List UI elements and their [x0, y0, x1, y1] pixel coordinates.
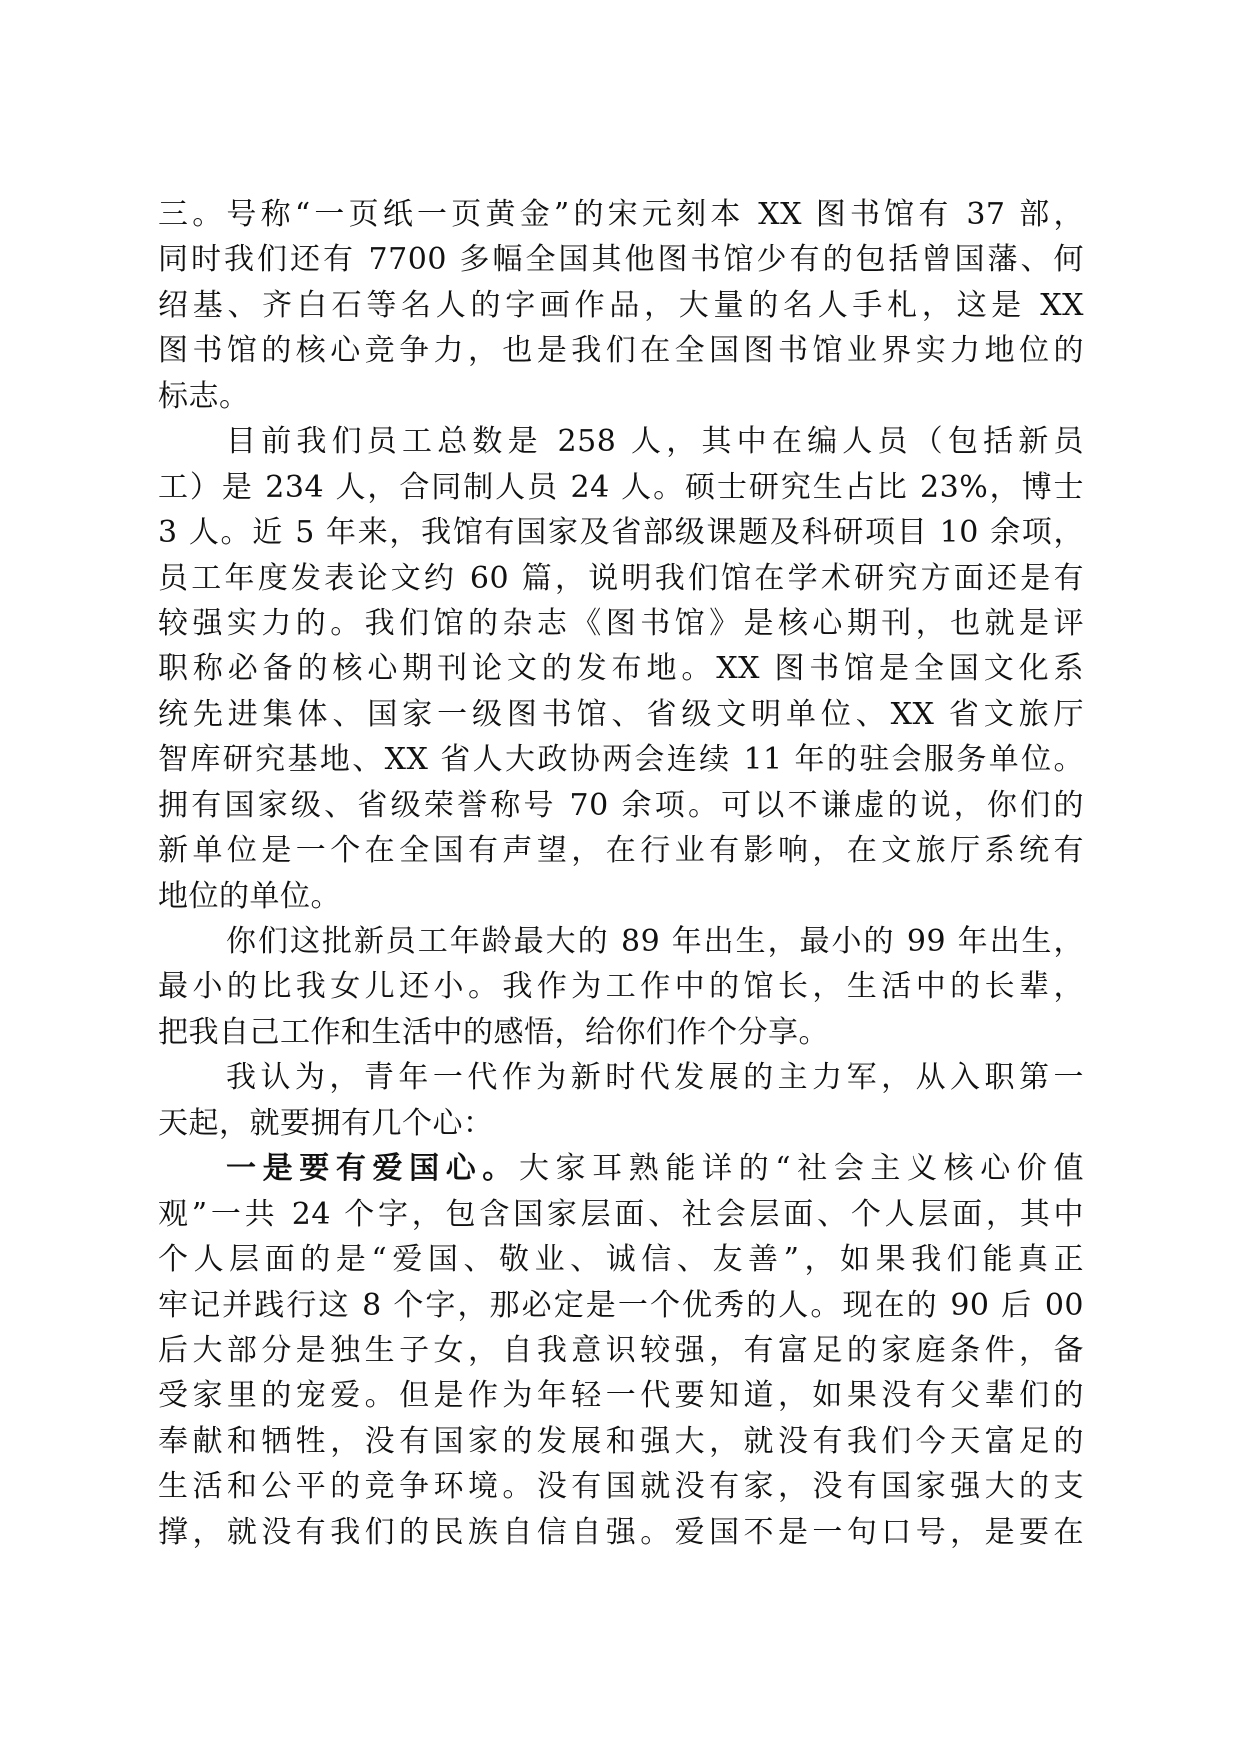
- text-line: 图书馆的核心竞争力，也是我们在全国图书馆业界实力地位的: [158, 333, 1084, 369]
- text-line: 标志。: [158, 378, 250, 414]
- text-line: 智库研究基地、XX 省人大政协两会连续 11 年的驻会服务单位。: [158, 742, 1084, 778]
- document-body: [158, 192, 1084, 1555]
- text-line: 把我自己工作和生活中的感悟，给你们作个分享。: [158, 1014, 829, 1050]
- text-line: 生活和公平的竞争环境。没有国就没有家，没有国家强大的支: [158, 1469, 1084, 1505]
- text-line: 三。号称“一页纸一页黄金”的宋元刻本 XX 图书馆有 37 部，: [158, 197, 1084, 232]
- text-line: 天起，就要拥有几个心：: [158, 1105, 494, 1141]
- text-line: 地位的单位。: [158, 878, 341, 914]
- text-line: 你们这批新员工年龄最大的 89 年出生，最小的 99 年出生，: [226, 924, 1084, 959]
- text-line: 统先进集体、国家一级图书馆、省级文明单位、XX 省文旅厅: [158, 696, 1084, 732]
- text-line: 3 人。近 5 年来，我馆有国家及省部级课题及科研项目 10 余项，: [158, 515, 1084, 551]
- text-line: 拥有国家级、省级荣誉称号 70 余项。可以不谦虚的说，你们的: [158, 787, 1084, 823]
- text-line: 后大部分是独生子女，自我意识较强，有富足的家庭条件，备: [158, 1332, 1084, 1368]
- text-line: 最小的比我女儿还小。我作为工作中的馆长，生活中的长辈，: [158, 969, 1084, 1005]
- text-line: 员工年度发表论文约 60 篇，说明我们馆在学术研究方面还是有: [158, 560, 1084, 596]
- text-line: 较强实力的。我们馆的杂志《图书馆》是核心期刊，也就是评: [158, 605, 1084, 641]
- text-line: 奉献和牺牲，没有国家的发展和强大，就没有我们今天富足的: [158, 1423, 1084, 1459]
- text-line: 我认为，青年一代作为新时代发展的主力军，从入职第一: [226, 1060, 1084, 1096]
- text-line: 职称必备的核心期刊论文的发布地。XX 图书馆是全国文化系: [158, 651, 1084, 687]
- text-line: 工）是 234 人，合同制人员 24 人。硕士研究生占比 23%，博士: [158, 469, 1084, 505]
- text-run: 大家耳熟能详的“社会主义核心价值: [518, 1151, 1085, 1187]
- text-line: 撑，就没有我们的民族自信自强。爱国不是一句口号，是要在: [158, 1514, 1084, 1550]
- text-line: 绍基、齐白石等名人的字画作品，大量的名人手札，这是 XX: [158, 287, 1084, 323]
- text-line: 牢记并践行这 8 个字，那必定是一个优秀的人。现在的 90 后 00: [158, 1287, 1084, 1323]
- text-line: 新单位是一个在全国有声望，在行业有影响，在文旅厅系统有: [158, 833, 1084, 869]
- text-line: 目前我们员工总数是 258 人，其中在编人员（包括新员: [226, 424, 1084, 460]
- text-line: 受家里的宠爱。但是作为年轻一代要知道，如果没有父辈们的: [158, 1378, 1084, 1414]
- text-line: 观”一共 24 个字，包含国家层面、社会层面、个人层面，其中: [158, 1196, 1084, 1232]
- text-line: 个人层面的是“爱国、敬业、诚信、友善”，如果我们能真正: [158, 1242, 1084, 1278]
- text-line: [158, 1146, 1084, 1191]
- section-heading: 一是要有爱国心。: [226, 1151, 519, 1187]
- text-line: 同时我们还有 7700 多幅全国其他图书馆少有的包括曾国藩、何: [158, 242, 1084, 278]
